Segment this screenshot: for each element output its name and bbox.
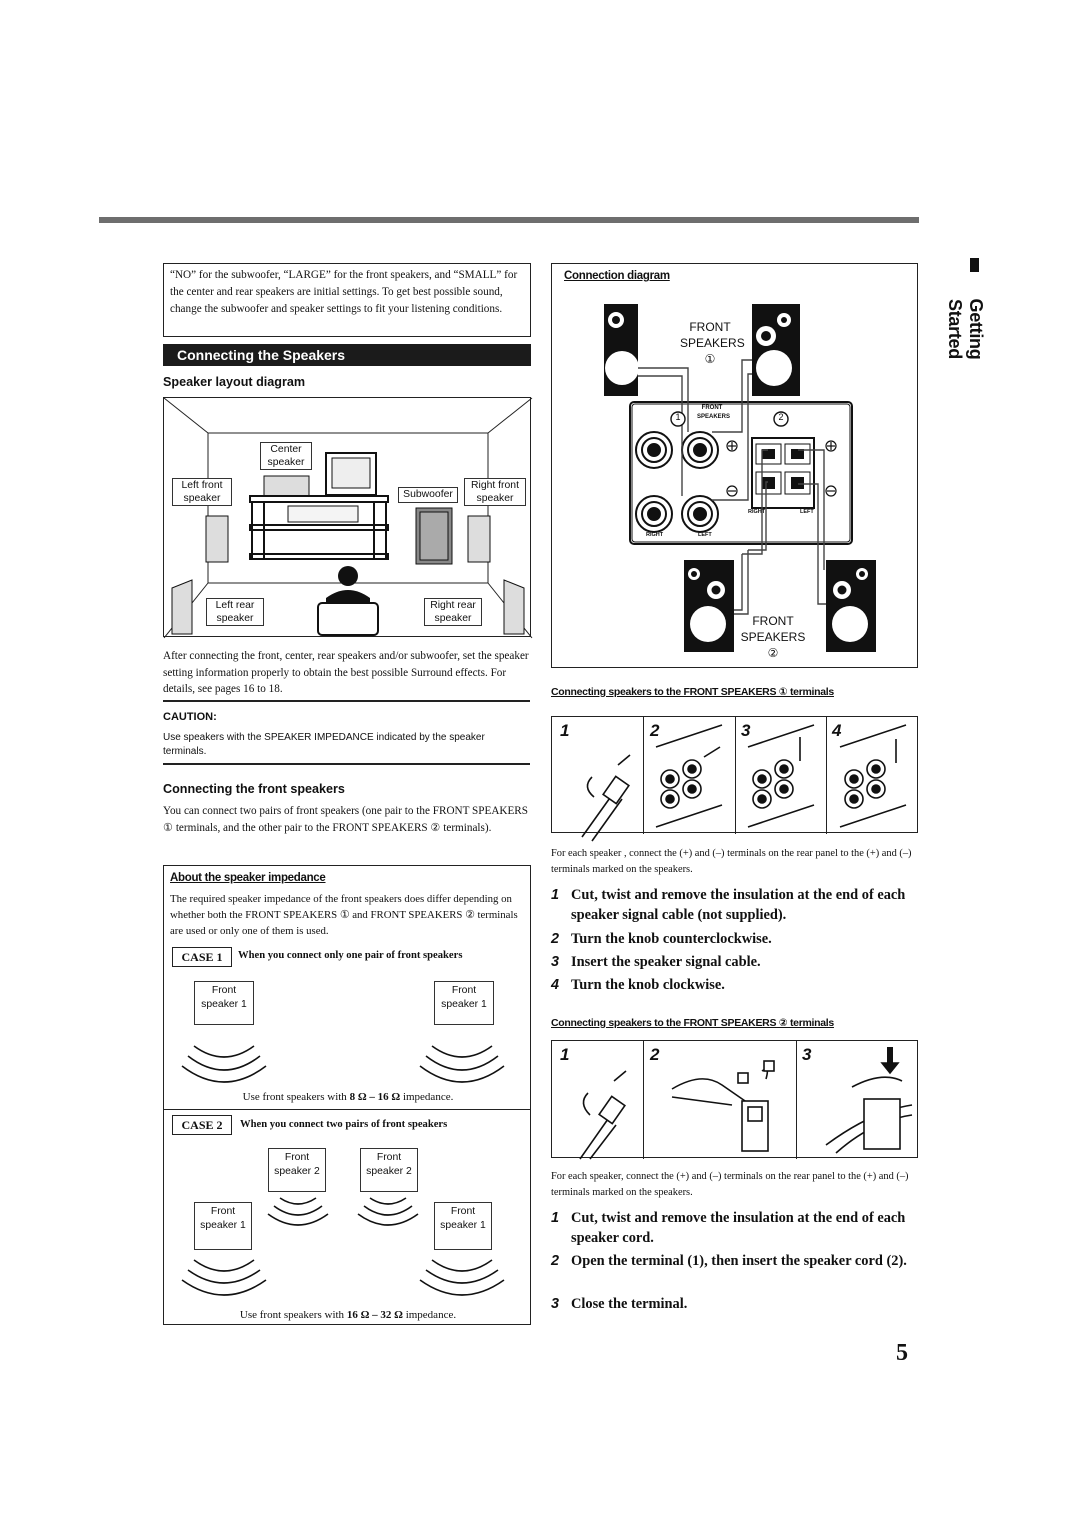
caution-rule-bottom [163,763,530,765]
receiver-shape [288,506,358,522]
fs1-step-4 [551,975,918,995]
fs1-figures [551,716,918,833]
caution-title: CAUTION: [163,711,217,723]
fs1-step-3-text: Insert the speaker signal cable. [571,954,761,970]
case1-title: When you connect only one pair of front speakers [238,950,463,961]
fs1-step-1 [551,885,918,925]
center-speaker-label: Center speaker [260,442,312,470]
spring-terminals-2 [752,438,814,508]
fs2-step-1-text: Cut, twist and remove the insulation at the end of each speaker cord. [571,1210,906,1246]
fs1-text: For each speaker , connect the (+) and (–) terminals on the rear panel to the (+) and (–) terminals marked on the speakers. [551,848,912,875]
fs1-heading: Connecting speakers to the FRONT SPEAKERS ① terminals [551,686,834,698]
side-tab-label: Getting Started [945,298,986,360]
subwoofer-shape [416,508,452,564]
fs2-fig-num-3: 3 [802,1045,812,1064]
fs2-step-1-num: 1 [551,1210,560,1226]
impedance-heading: About the speaker impedance [170,872,326,884]
subwoofer-label: Subwoofer [398,487,458,503]
caution-rule-top [163,700,530,702]
left-front-speaker-shape [206,516,228,562]
impedance-text: The required speaker impedance of the front speakers does differ depending on whether both the FRONT SPEAKERS ① and FRONT SPEAKERS ② terminals are used or only one of them is used. [170,893,518,937]
fs1-step-2-num: 2 [551,931,560,947]
connection-diagram [551,263,918,668]
case2-sound-waves [174,1192,524,1302]
impedance-box [163,865,531,1325]
fs1-fig-num-3: 3 [741,721,751,740]
case2-speaker1-left: Front speaker 1 [194,1202,252,1250]
fs1-step-4-num: 4 [551,977,560,993]
case2-speaker2-left: Front speaker 2 [268,1148,326,1192]
fs2-step-1 [551,1208,918,1248]
front-speakers-1-label: FRONT SPEAKERS ① [680,320,745,366]
front-speakers-text: You can connect two pairs of front speakers (one pair to the FRONT SPEAKERS ① terminals, and the other pair to the FRONT SPEAKERS ② terminals). [163,805,528,834]
fs1-illustrations [552,717,919,834]
fs1-step-4-text: Turn the knob clockwise. [571,977,725,993]
fs2-step-2-text: Open the terminal (1), then insert the speaker cord (2). [571,1253,907,1269]
case2-tag: CASE 2 [172,1115,232,1135]
case1-note-pre: Use front speakers with [242,1091,350,1103]
fs1-step-1-num: 1 [551,887,560,903]
speaker-top-left-shape [604,304,639,396]
panel-right-label-2: RIGHT [748,509,766,515]
layout-heading: Speaker layout diagram [163,375,306,389]
section-title: Connecting the Speakers [163,344,531,366]
fs1-fig-num-2: 2 [650,721,660,740]
right-front-speaker-label: Right front speaker [464,478,526,506]
speaker-layout-diagram [163,397,531,637]
intro-note-box [163,263,531,337]
panel-marker-2: 2 [778,412,784,422]
fs2-fig-num-1: 1 [560,1045,570,1064]
fs1-fig-num-1: 1 [560,721,570,740]
fs1-step-3-num: 3 [551,954,560,970]
case1-note-value: 8 Ω – 16 Ω [349,1091,401,1103]
fs2-step-2 [551,1251,918,1271]
fs2-illustrations [552,1041,919,1159]
panel-label: FRONT SPEAKERS [697,405,731,420]
fs2-step-3-text: Close the terminal. [571,1296,688,1312]
intro-note: “NO” for the subwoofer, “LARGE” for the front speakers, and “SMALL” for the center and rear speakers are initial settings. To get best possible sound, change the subwoofer and speaker settings to fit your listening conditions. [170,269,518,315]
listener-icon [318,566,378,635]
case1-speaker-left: Front speaker 1 [194,981,254,1025]
case2-title: When you connect two pairs of front speakers [240,1119,448,1130]
top-rule [99,217,919,223]
fs2-step-2-num: 2 [551,1253,560,1269]
right-front-speaker-shape [468,516,490,562]
front-speakers-heading: Connecting the front speakers [163,782,345,796]
center-speaker-shape [264,476,309,496]
speaker-bottom-right-shape [826,560,876,652]
fs1-step-1-text: Cut, twist and remove the insulation at the end of each speaker signal cable (not supplied). [571,887,906,923]
right-rear-speaker-label: Right rear speaker [424,598,482,626]
fs2-step-3-num: 3 [551,1296,560,1312]
fs1-step-2-text: Turn the knob counterclockwise. [571,931,772,947]
tv-icon [326,453,376,495]
fs1-step-2 [551,929,918,949]
panel-right-label-1: RIGHT [646,532,664,538]
left-front-speaker-label: Left front speaker [172,478,232,506]
case1-note [164,1091,532,1103]
connection-heading: Connection diagram [564,270,670,282]
panel-left-label-1: LEFT [698,532,712,538]
case2-note-pre: Use front speakers with [239,1309,347,1321]
case1-sound-waves [174,1026,524,1096]
speaker-top-right-shape [752,304,800,396]
case1-tag: CASE 1 [172,947,232,967]
layout-after-text: After connecting the front, center, rear speakers and/or subwoofer, set the speaker setting information properly to obtain the best possible Surround effects. For details, see pages 16 to 18. [163,650,529,695]
case2-note-post: impedance. [402,1309,457,1321]
case-divider [164,1109,530,1110]
page-number: 5 [896,1340,908,1366]
speaker-bottom-left-shape [684,560,734,652]
front-speakers-2-label: FRONT SPEAKERS ② [740,614,806,660]
caution-text: Use speakers with the SPEAKER IMPEDANCE indicated by the speaker terminals. [163,732,485,757]
case2-note [164,1309,532,1321]
fs1-fig-num-4: 4 [832,721,842,740]
case2-note-value: 16 Ω – 32 Ω [346,1309,403,1321]
panel-marker-1: 1 [675,412,681,422]
fs1-step-3 [551,952,918,972]
fs2-step-3 [551,1294,918,1314]
rack-icon [250,496,388,559]
panel-left-label-2: LEFT [800,509,814,515]
case2-speaker1-right: Front speaker 1 [434,1202,492,1250]
fs2-figures [551,1040,918,1158]
left-rear-speaker-label: Left rear speaker [206,598,264,626]
case1-speaker-right: Front speaker 1 [434,981,494,1025]
fs2-heading: Connecting speakers to the FRONT SPEAKERS ② terminals [551,1017,834,1029]
fs2-fig-num-2: 2 [650,1045,660,1064]
case1-note-post: impedance. [400,1091,454,1103]
fs2-text: For each speaker, connect the (+) and (–) terminals on the rear panel to the (+) and (–) terminals marked on the speakers. [551,1171,909,1198]
case2-speaker2-right: Front speaker 2 [360,1148,418,1192]
